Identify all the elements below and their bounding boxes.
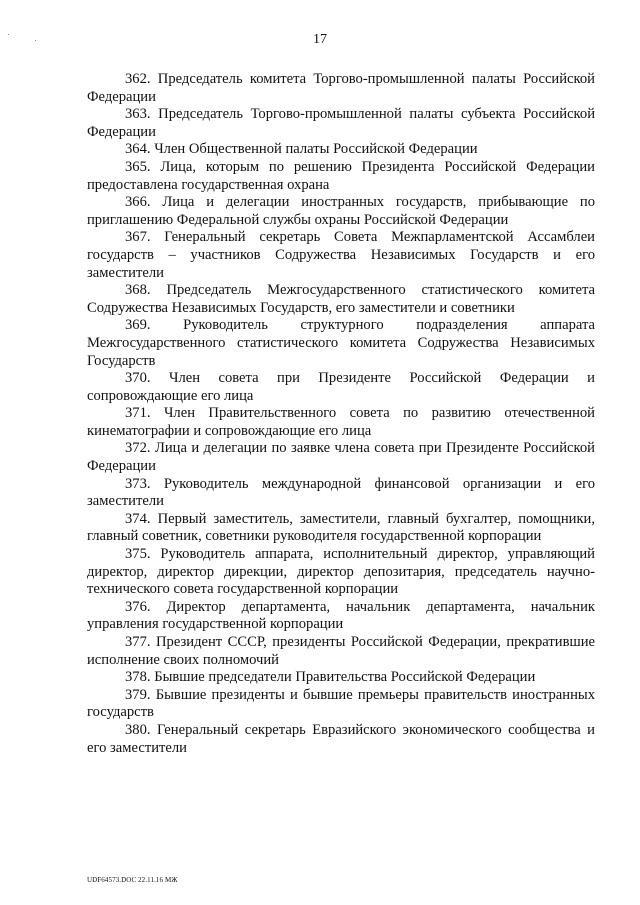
document-body bbox=[87, 71, 595, 757]
list-item: 363. Председатель Торгово-промышленной палаты субъекта Российской Федерации bbox=[87, 106, 595, 140]
list-item: 371. Член Правительственного совета по развитию отечественной кинематографии и сопровождающие его лица bbox=[87, 405, 595, 439]
list-item: 364. Член Общественной палаты Российской Федерации bbox=[125, 141, 478, 158]
list-item: 362. Председатель комитета Торгово-промышленной палаты Российской Федерации bbox=[87, 71, 595, 105]
list-item: 373. Руководитель международной финансовой организации и его заместители bbox=[87, 475, 595, 510]
list-item: 365. Лица, которым по решению Президента Российской Федерации предоставлена государственная охрана bbox=[87, 158, 595, 193]
list-item: 366. Лица и делегации иностранных государств, прибывающие по приглашению Федеральной службы охраны Российской Федерации bbox=[87, 194, 595, 228]
list-item: 368. Председатель Межгосударственного статистического комитета Содружества Независимых Государств, его заместители и советники bbox=[87, 282, 595, 316]
list-item: 379. Бывшие президенты и бывшие премьеры правительств иностранных государств bbox=[87, 686, 595, 721]
list-item: 370. Член совета при Президенте Российской Федерации и сопровождающие его лица bbox=[87, 370, 595, 404]
list-item: 369. Руководитель структурного подразделения аппарата Межгосударственного статистического комитета Содружества Независимых Государств bbox=[87, 317, 595, 369]
list-item: 376. Директор департамента, начальник департамента, начальник управления государственной корпорации bbox=[87, 598, 595, 633]
list-item: 375. Руководитель аппарата, исполнительный директор, управляющий директор, директор дирекции, директор депозитария, председатель научно-технического совета государственной корпорации bbox=[87, 546, 595, 598]
list-item: 378. Бывшие председатели Правительства Российской Федерации bbox=[125, 669, 536, 686]
document-footer: UDF64573.DOC 22.11.16 МЖ bbox=[87, 876, 178, 884]
list-item: 377. Президент СССР, президенты Российской Федерации, прекратившие исполнение своих полномочий bbox=[87, 634, 595, 668]
list-item: 367. Генеральный секретарь Совета Межпарламентской Ассамблеи государств – участников Содружества Независимых Государств и его заместители bbox=[87, 229, 595, 281]
list-item: 372. Лица и делегации по заявке члена совета при Президенте Российской Федерации bbox=[87, 440, 595, 475]
list-item: 380. Генеральный секретарь Евразийского экономического сообщества и его заместители bbox=[87, 721, 595, 756]
list-item: 374. Первый заместитель, заместители, главный бухгалтер, помощники, главный советник, советники руководителя государственной корпорации bbox=[87, 510, 595, 545]
page-number: 17 bbox=[313, 32, 327, 47]
